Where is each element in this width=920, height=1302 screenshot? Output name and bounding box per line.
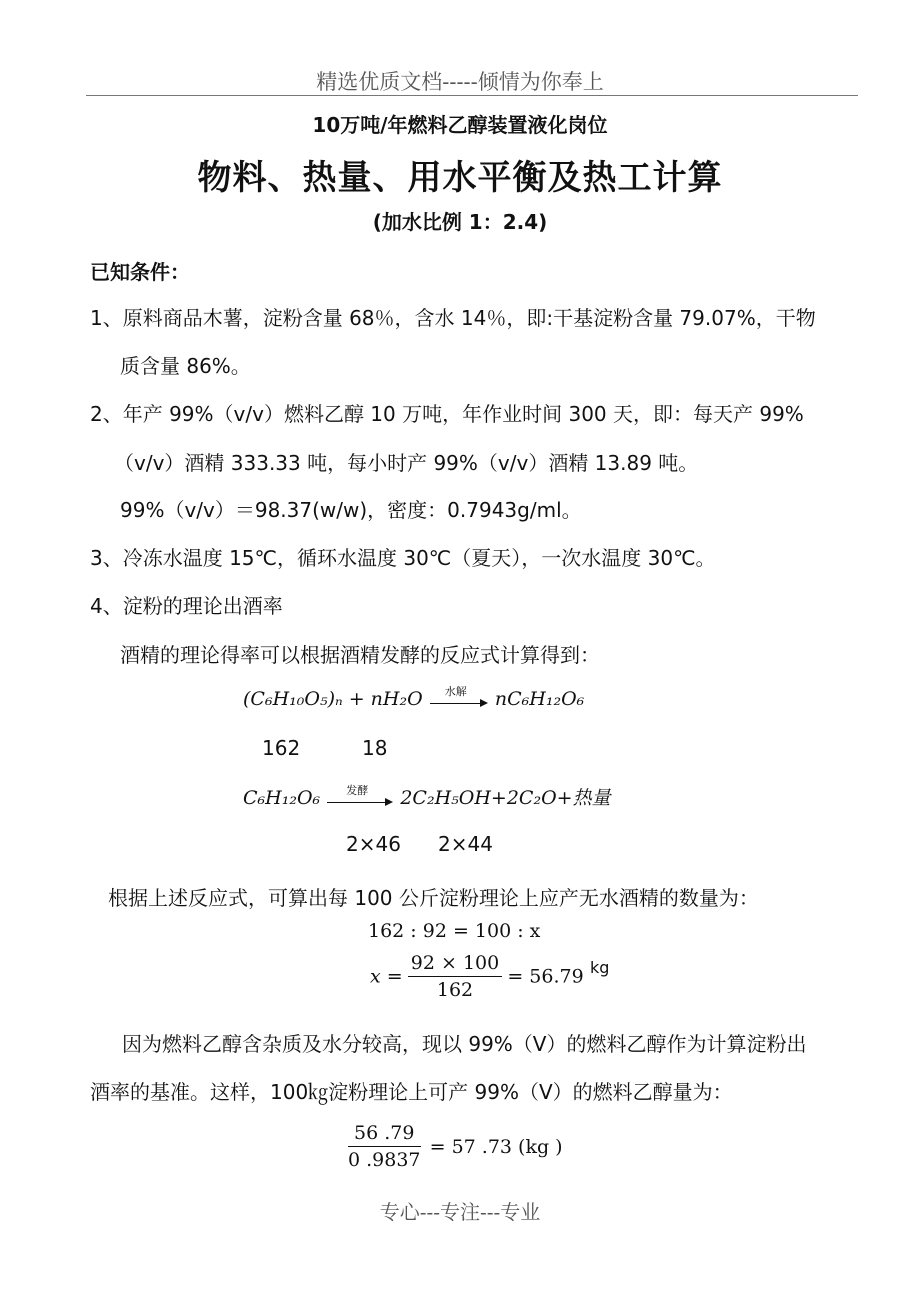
x-denominator: 162 [436,979,474,1001]
water-ratio-note: (加水比例 1：2.4) [372,210,548,234]
x-fraction [408,952,502,1001]
equation-2-left: C₆H₁₂O₆ [243,787,321,809]
molar-mass-starch: 162 [262,736,301,760]
paragraph-2-line-1: 因为燃料乙醇含杂质及水分较高，现以 99%（V）的燃料乙醇作为计算淀粉出 [122,1032,807,1056]
yield-intro: 酒精的理论得率可以根据酒精发酵的反应式计算得到： [120,643,600,667]
page-header: 精选优质文档-----倾情为你奉上 [316,70,604,94]
calculation-intro: 根据上述反应式，可算出每 100 公斤淀粉理论上应产无水酒精的数量为： [108,886,759,910]
final-numerator: 56 .79 [348,1122,421,1147]
proportion-equation: 162 : 92 = 100 : x [368,920,541,942]
condition-2-line-2: （v/v）酒精 333.33 吨，每小时产 99%（v/v）酒精 13.89 吨。 [114,451,699,475]
final-calculation [348,1122,563,1171]
equation-2-right: 2C₂H₅OH+2C₂O+热量 [400,787,611,809]
condition-2-line-1: 2、年产 99%（v/v）燃料乙醇 10 万吨，年作业时间 300 天，即：每天产 99% [90,402,804,426]
condition-3: 3、冷冻水温度 15℃，循环水温度 30℃（夏天），一次水温度 30℃。 [90,546,716,570]
condition-1-line-2: 质含量 86%。 [120,354,251,378]
equation-1-right: nC₆H₁₂O₆ [494,688,585,710]
final-fraction [348,1122,421,1171]
page-footer: 专心---专注---专业 [379,1200,541,1224]
molar-mass-ethanol: 2×46 [346,832,401,856]
x-unit: kg [590,958,610,977]
header-divider [86,95,858,96]
arrow-label: 水解 [444,684,467,698]
x-result: = 56.79 [507,965,584,988]
molar-mass-water: 18 [362,736,388,760]
hydrolysis-equation [243,684,585,710]
condition-1-line-1: 1、原料商品木薯，淀粉含量 68％，含水 14％，即:干基淀粉含量 79.07%，干物 [90,306,816,330]
known-conditions-heading: 已知条件： [90,260,190,284]
arrow-label: 发酵 [346,783,369,797]
final-result: = 57 .73 (kg ) [429,1135,563,1158]
document-title: 物料、热量、用水平衡及热工计算 [197,158,723,198]
reaction-arrow-icon [327,783,393,807]
x-lhs: x = [370,965,403,988]
molar-mass-co2: 2×44 [438,832,493,856]
document-subtitle: 10万吨/年燃料乙醇装置液化岗位 [312,113,608,137]
condition-2-line-3: 99%（v/v）＝98.37(w/w)，密度：0.7943g/ml。 [120,498,582,522]
fermentation-equation [243,783,611,810]
paragraph-2-line-2: 酒率的基准。这样，100㎏淀粉理论上可产 99%（V）的燃料乙醇量为： [90,1080,733,1104]
condition-4: 4、淀粉的理论出酒率 [90,594,283,618]
x-calculation [370,952,584,1001]
equation-1-left: (C₆H₁₀O₅)ₙ + nH₂O [243,688,423,710]
final-denominator: 0 .9837 [348,1149,421,1171]
reaction-arrow-icon [430,684,488,708]
x-numerator: 92 × 100 [408,952,502,977]
